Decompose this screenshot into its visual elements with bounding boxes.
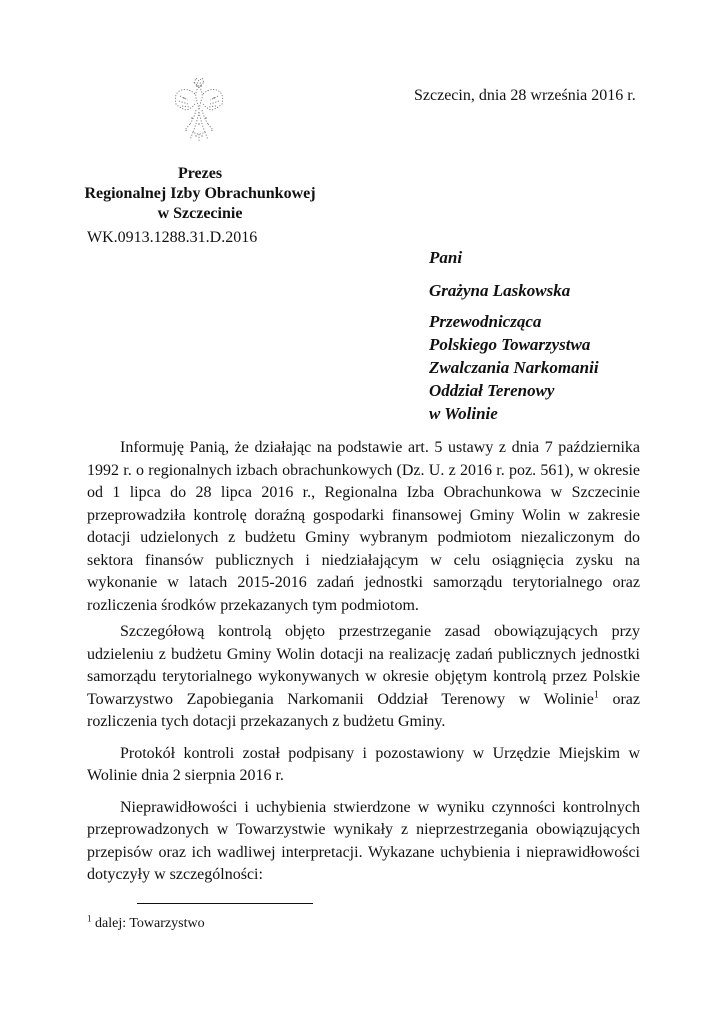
recipient-line: Oddział Terenowy: [429, 381, 555, 400]
issuer-block: [80, 164, 320, 224]
body-paragraph-2: [87, 621, 640, 734]
body-paragraph-4: Nieprawidłowości i uchybienia stwierdzone w wyniku czynności kontrolnych przeprowadzonych w Towarzystwie wynikały z nieprzestrzegania obowiązujących przepisów oraz ich wadliwej interpretacji. Wykazane uchybienia i nieprawidłowości dotyczyły w szczególności:: [87, 798, 640, 883]
footnote: [87, 913, 205, 932]
footnote-text: dalej: Towarzystwo: [91, 916, 205, 931]
recipient-line: Polskiego Towarzystwa: [429, 335, 591, 354]
issuer-title: Prezes: [177, 165, 223, 182]
paragraph-2-text: Szczegółową kontrolą objęto przestrzeganie zasad obowiązujących przy udzieleniu z budżetu Gminy Wolin dotacji na realizację zadań publicznych jednostki samorządu terytorialnego wykonywanych w okresie objętym kontrolą przez Polskie Towarzystwo Zapobiegania Narkomanii Oddział Terenowy w Wolinie: [87, 623, 640, 708]
body-paragraph-1: Informuję Panią, że działając na podstawie art. 5 ustawy z dnia 7 października 1992 r. o regionalnych izbach obrachunkowych (Dz. U. z 2016 r. poz. 561), w okresie od 1 lipca do 28 lipca 2016 r., Regionalna Izba Obrachunkowa w Szczecinie przeprowadziła kontrolę doraźną gospodarki finansowej Gminy Wolin w zakresie dotacji udzielonych z budżetu Gminy wybranym podmiotom niezaliczonym do sektora finansów publicznych i niedziałającym w celu osiągnięcia zysku na wykonanie w latach 2015-2016 zadań jednostki samorządu terytorialnego oraz rozliczenia środków przekazanych tym podmiotom.: [87, 439, 640, 614]
letter-date: Szczecin, dnia 28 września 2016 r.: [414, 87, 636, 104]
recipient-line: w Wolinie: [429, 404, 498, 423]
recipient-line: Przewodnicząca: [429, 312, 542, 331]
letter-body: [87, 437, 640, 887]
recipient-greeting: Pani: [429, 248, 463, 267]
footnote-separator: [137, 903, 313, 904]
reference-number: WK.0913.1288.31.D.2016: [87, 229, 258, 246]
paragraph-2-text-end: oraz rozliczenia tych dotacji przekazanych z budżetu Gminy.: [87, 690, 640, 730]
recipient-line: Zwalczania Narkomanii: [429, 358, 599, 377]
recipient-address: [429, 310, 599, 425]
issuer-location: w Szczecinie: [157, 205, 243, 222]
eagle-emblem-icon: [168, 74, 230, 146]
footnote-marker: 1: [593, 689, 599, 701]
footnote-number: 1: [87, 913, 92, 924]
issuer-institution: Regionalnej Izby Obrachunkowej: [84, 185, 316, 202]
body-paragraph-3: Protokół kontroli został podpisany i pozostawiony w Urzędzie Miejskim w Wolinie dnia 2 sierpnia 2016 r.: [87, 744, 640, 784]
recipient-name: Grażyna Laskowska: [429, 281, 571, 300]
